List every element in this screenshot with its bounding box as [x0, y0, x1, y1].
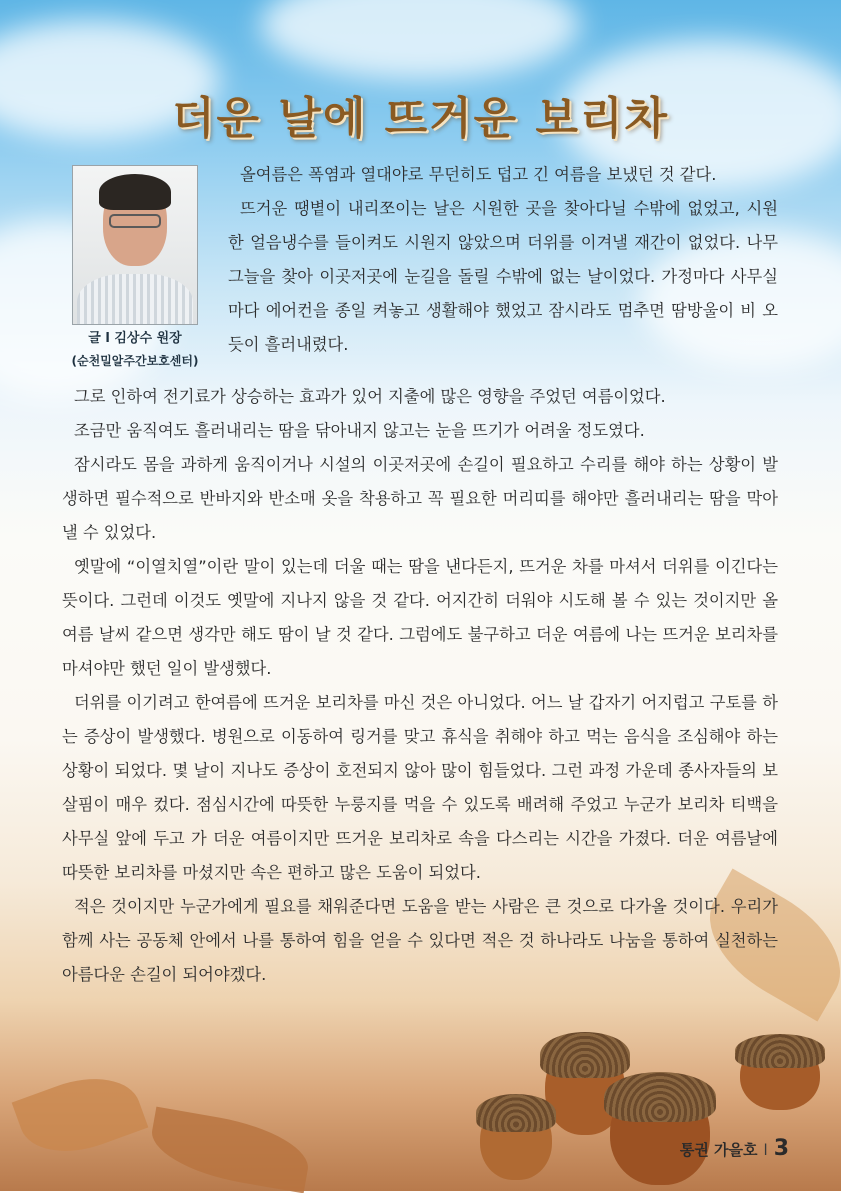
glasses-icon: [109, 214, 161, 228]
footer-separator: l: [763, 1141, 768, 1159]
publication-name: 통권 가을호: [679, 1141, 758, 1159]
paragraph: 적은 것이지만 누군가에게 필요를 채워준다면 도움을 받는 사람은 큰 것으로 다가올 것이다. 우리가 함께 사는 공동체 안에서 나를 통하여 힘을 얻을 수 있다면 적은 것 하나라도 나눔을 통하여 실천하는 아름다운 손길이 되어야겠다.: [62, 897, 778, 984]
intro-text: [228, 158, 778, 362]
paragraph: 올여름은 폭염과 열대야로 무던히도 덥고 긴 여름을 보냈던 것 같다.: [240, 165, 717, 184]
paragraph: 잠시라도 몸을 과하게 움직이거나 시설의 이곳저곳에 손길이 필요하고 수리를 해야 하는 상황이 발생하면 필수적으로 반바지와 반소매 옷을 착용하고 꼭 필요한 머리띠를 해야만 흘러내리는 땀을 막아낼 수 있었다.: [62, 455, 778, 542]
author-name: 글 l 김상수 원장: [88, 331, 182, 346]
page-number: 3: [773, 1136, 789, 1161]
body-text: [62, 380, 778, 992]
paragraph: 옛말에 “이열치열”이란 말이 있는데 더울 때는 땀을 낸다든지, 뜨거운 차를 마셔서 더위를 이긴다는 뜻이다. 그런데 이것도 옛말에 지나지 않을 것 같다. 어지간히 더워야 시도해 볼 수 있는 것이지만 올여름 날씨 같으면 생각만 해도 땀이 날 것 같다. 그럼에도 불구하고 더운 여름에 나는 뜨거운 보리차를 마셔야만 했던 일이 발생했다.: [62, 557, 778, 678]
acorn-decoration: [740, 1040, 820, 1110]
author-photo: [72, 165, 198, 325]
paragraph: 그로 인하여 전기료가 상승하는 효과가 있어 지출에 많은 영향을 주었던 여름이었다.: [74, 387, 666, 406]
acorn-decoration: [480, 1100, 552, 1180]
paragraph: 조금만 움직여도 흘러내리는 땀을 닦아내지 않고는 눈을 뜨기가 어려울 정도였다.: [74, 421, 645, 440]
page-footer: [680, 1136, 789, 1161]
paragraph: 더위를 이기려고 한여름에 뜨거운 보리차를 마신 것은 아니었다. 어느 날 갑자기 어지럽고 구토를 하는 증상이 발생했다. 병원으로 이동하여 링거를 맞고 휴식을 취해야 하고 먹는 음식을 조심해야 하는 상황이 되었다. 몇 날이 지나도 증상이 호전되지 않아 많이 힘들었다. 그런 과정 가운데 종사자들의 보살핌이 매우 컸다. 점심시간에 따뜻한 누룽지를 먹을 수 있도록 배려해 주었고 누군가 보리차 티백을 사무실 앞에 두고 가 더운 여름이지만 뜨거운 보리차로 속을 다스리는 시간을 가졌다. 더운 여름날에 따뜻한 보리차를 마셨지만 속은 편하고 많은 도움이 되었다.: [62, 693, 778, 882]
author-organization: (순천밀알주간보호센터): [71, 354, 199, 368]
paragraph: 뜨거운 땡볕이 내리쪼이는 날은 시원한 곳을 찾아다닐 수밖에 없었고, 시원한 얼음냉수를 들이켜도 시원지 않았으며 더위를 이겨낼 재간이 없었다. 나무 그늘을 찾아 이곳저곳에 눈길을 돌릴 수밖에 없는 날이었다. 가정마다 사무실마다 에어컨을 종일 켜놓고 생활해야 했었고 잠시라도 멈추면 땀방울이 비 오듯이 흘러내렸다.: [228, 199, 778, 354]
author-caption: [60, 328, 210, 372]
acorn-decoration: [610, 1080, 710, 1185]
page-title: 더운 날에 뜨거운 보리차: [172, 93, 669, 144]
